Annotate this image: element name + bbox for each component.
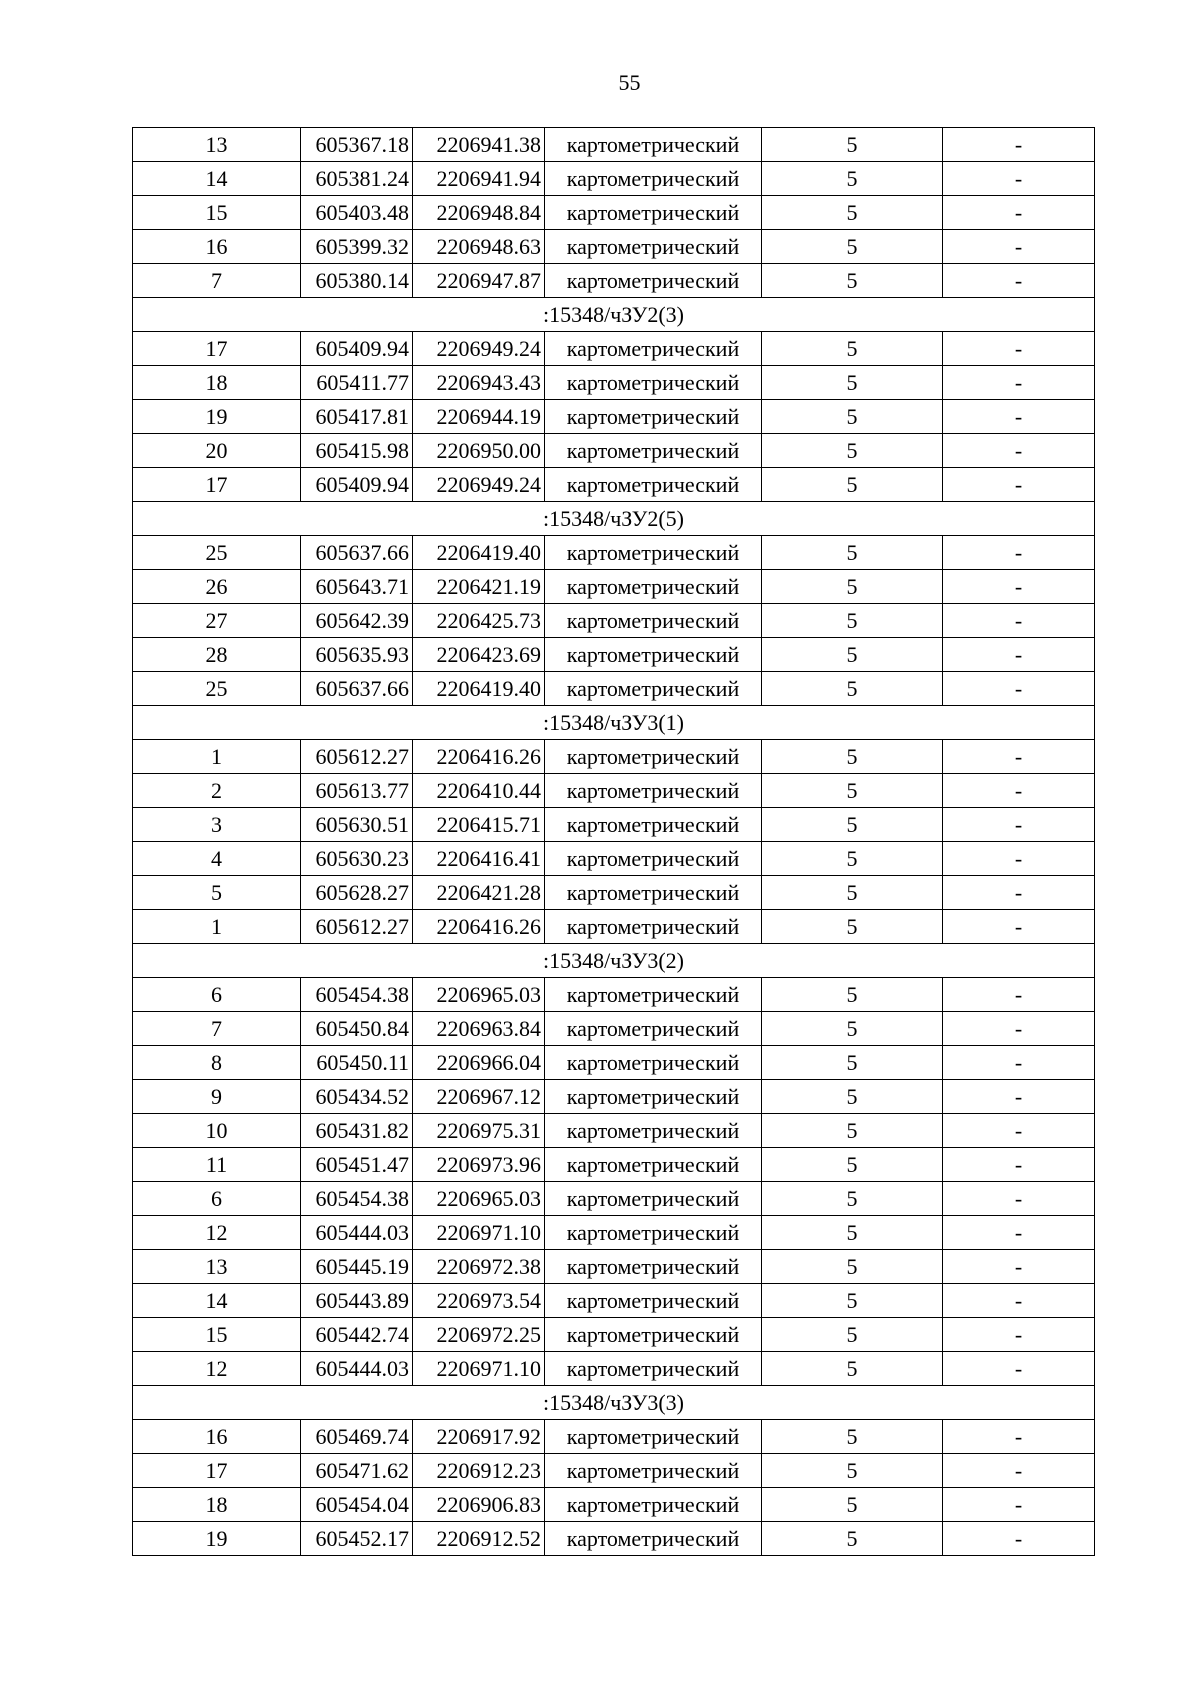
method-cell: картометрический <box>545 1488 762 1522</box>
note-cell: - <box>943 332 1095 366</box>
accuracy-cell: 5 <box>762 128 943 162</box>
note-cell: - <box>943 910 1095 944</box>
point-number-cell: 10 <box>133 1114 301 1148</box>
accuracy-cell: 5 <box>762 1522 943 1556</box>
accuracy-cell: 5 <box>762 1182 943 1216</box>
point-number-cell: 7 <box>133 264 301 298</box>
table-row <box>133 1182 1095 1216</box>
point-number-cell: 26 <box>133 570 301 604</box>
accuracy-cell: 5 <box>762 264 943 298</box>
method-cell: картометрический <box>545 774 762 808</box>
note-cell: - <box>943 774 1095 808</box>
x-coordinate-cell: 605612.27 <box>301 910 413 944</box>
y-coordinate-cell: 2206415.71 <box>413 808 545 842</box>
accuracy-cell: 5 <box>762 1454 943 1488</box>
section-title: :15348/чЗУ2(5) <box>133 502 1095 536</box>
table-row <box>133 842 1095 876</box>
y-coordinate-cell: 2206973.54 <box>413 1284 545 1318</box>
x-coordinate-cell: 605409.94 <box>301 468 413 502</box>
x-coordinate-cell: 605637.66 <box>301 536 413 570</box>
point-number-cell: 4 <box>133 842 301 876</box>
y-coordinate-cell: 2206944.19 <box>413 400 545 434</box>
accuracy-cell: 5 <box>762 434 943 468</box>
y-coordinate-cell: 2206410.44 <box>413 774 545 808</box>
note-cell: - <box>943 1080 1095 1114</box>
table-row <box>133 1080 1095 1114</box>
table-row <box>133 910 1095 944</box>
x-coordinate-cell: 605417.81 <box>301 400 413 434</box>
accuracy-cell: 5 <box>762 978 943 1012</box>
method-cell: картометрический <box>545 468 762 502</box>
y-coordinate-cell: 2206971.10 <box>413 1352 545 1386</box>
point-number-cell: 3 <box>133 808 301 842</box>
table-row <box>133 570 1095 604</box>
x-coordinate-cell: 605367.18 <box>301 128 413 162</box>
accuracy-cell: 5 <box>762 1012 943 1046</box>
note-cell: - <box>943 162 1095 196</box>
note-cell: - <box>943 468 1095 502</box>
accuracy-cell: 5 <box>762 1216 943 1250</box>
table-row <box>133 1284 1095 1318</box>
point-number-cell: 28 <box>133 638 301 672</box>
table-row <box>133 808 1095 842</box>
accuracy-cell: 5 <box>762 1080 943 1114</box>
x-coordinate-cell: 605381.24 <box>301 162 413 196</box>
point-number-cell: 17 <box>133 468 301 502</box>
method-cell: картометрический <box>545 876 762 910</box>
method-cell: картометрический <box>545 1454 762 1488</box>
method-cell: картометрический <box>545 604 762 638</box>
y-coordinate-cell: 2206416.26 <box>413 910 545 944</box>
y-coordinate-cell: 2206973.96 <box>413 1148 545 1182</box>
x-coordinate-cell: 605454.38 <box>301 1182 413 1216</box>
table-row <box>133 196 1095 230</box>
point-number-cell: 18 <box>133 1488 301 1522</box>
note-cell: - <box>943 1454 1095 1488</box>
y-coordinate-cell: 2206948.84 <box>413 196 545 230</box>
point-number-cell: 11 <box>133 1148 301 1182</box>
method-cell: картометрический <box>545 1080 762 1114</box>
accuracy-cell: 5 <box>762 604 943 638</box>
point-number-cell: 15 <box>133 196 301 230</box>
table-row <box>133 1250 1095 1284</box>
accuracy-cell: 5 <box>762 230 943 264</box>
y-coordinate-cell: 2206965.03 <box>413 1182 545 1216</box>
table-row <box>133 1216 1095 1250</box>
accuracy-cell: 5 <box>762 400 943 434</box>
y-coordinate-cell: 2206419.40 <box>413 536 545 570</box>
table-row <box>133 1046 1095 1080</box>
x-coordinate-cell: 605409.94 <box>301 332 413 366</box>
accuracy-cell: 5 <box>762 366 943 400</box>
table-row <box>133 1352 1095 1386</box>
section-header-row <box>133 502 1095 536</box>
y-coordinate-cell: 2206419.40 <box>413 672 545 706</box>
table-row <box>133 366 1095 400</box>
accuracy-cell: 5 <box>762 468 943 502</box>
x-coordinate-cell: 605454.38 <box>301 978 413 1012</box>
table-row <box>133 1012 1095 1046</box>
method-cell: картометрический <box>545 536 762 570</box>
section-title: :15348/чЗУ3(2) <box>133 944 1095 978</box>
y-coordinate-cell: 2206425.73 <box>413 604 545 638</box>
point-number-cell: 14 <box>133 1284 301 1318</box>
y-coordinate-cell: 2206948.63 <box>413 230 545 264</box>
point-number-cell: 17 <box>133 332 301 366</box>
method-cell: картометрический <box>545 1148 762 1182</box>
accuracy-cell: 5 <box>762 1488 943 1522</box>
note-cell: - <box>943 1216 1095 1250</box>
y-coordinate-cell: 2206912.52 <box>413 1522 545 1556</box>
x-coordinate-cell: 605445.19 <box>301 1250 413 1284</box>
note-cell: - <box>943 740 1095 774</box>
note-cell: - <box>943 230 1095 264</box>
point-number-cell: 9 <box>133 1080 301 1114</box>
note-cell: - <box>943 1420 1095 1454</box>
y-coordinate-cell: 2206917.92 <box>413 1420 545 1454</box>
table-row <box>133 1454 1095 1488</box>
x-coordinate-cell: 605643.71 <box>301 570 413 604</box>
y-coordinate-cell: 2206947.87 <box>413 264 545 298</box>
accuracy-cell: 5 <box>762 1352 943 1386</box>
table-row <box>133 332 1095 366</box>
x-coordinate-cell: 605452.17 <box>301 1522 413 1556</box>
coordinates-table <box>132 127 1095 1556</box>
point-number-cell: 14 <box>133 162 301 196</box>
x-coordinate-cell: 605469.74 <box>301 1420 413 1454</box>
accuracy-cell: 5 <box>762 1420 943 1454</box>
page-number: 55 <box>618 70 641 95</box>
table-row <box>133 1114 1095 1148</box>
x-coordinate-cell: 605628.27 <box>301 876 413 910</box>
method-cell: картометрический <box>545 264 762 298</box>
point-number-cell: 17 <box>133 1454 301 1488</box>
accuracy-cell: 5 <box>762 536 943 570</box>
note-cell: - <box>943 536 1095 570</box>
point-number-cell: 8 <box>133 1046 301 1080</box>
section-title: :15348/чЗУ3(1) <box>133 706 1095 740</box>
accuracy-cell: 5 <box>762 1284 943 1318</box>
x-coordinate-cell: 605450.11 <box>301 1046 413 1080</box>
table-row <box>133 128 1095 162</box>
note-cell: - <box>943 1250 1095 1284</box>
y-coordinate-cell: 2206416.26 <box>413 740 545 774</box>
point-number-cell: 1 <box>133 910 301 944</box>
y-coordinate-cell: 2206949.24 <box>413 468 545 502</box>
x-coordinate-cell: 605454.04 <box>301 1488 413 1522</box>
point-number-cell: 25 <box>133 672 301 706</box>
method-cell: картометрический <box>545 1420 762 1454</box>
point-number-cell: 27 <box>133 604 301 638</box>
method-cell: картометрический <box>545 1114 762 1148</box>
note-cell: - <box>943 808 1095 842</box>
x-coordinate-cell: 605442.74 <box>301 1318 413 1352</box>
point-number-cell: 5 <box>133 876 301 910</box>
y-coordinate-cell: 2206906.83 <box>413 1488 545 1522</box>
method-cell: картометрический <box>545 128 762 162</box>
method-cell: картометрический <box>545 1250 762 1284</box>
accuracy-cell: 5 <box>762 1318 943 1352</box>
table-row <box>133 876 1095 910</box>
method-cell: картометрический <box>545 808 762 842</box>
accuracy-cell: 5 <box>762 570 943 604</box>
table-row <box>133 1420 1095 1454</box>
note-cell: - <box>943 638 1095 672</box>
y-coordinate-cell: 2206421.28 <box>413 876 545 910</box>
point-number-cell: 15 <box>133 1318 301 1352</box>
y-coordinate-cell: 2206966.04 <box>413 1046 545 1080</box>
x-coordinate-cell: 605444.03 <box>301 1352 413 1386</box>
point-number-cell: 13 <box>133 1250 301 1284</box>
point-number-cell: 16 <box>133 1420 301 1454</box>
x-coordinate-cell: 605471.62 <box>301 1454 413 1488</box>
method-cell: картометрический <box>545 434 762 468</box>
x-coordinate-cell: 605443.89 <box>301 1284 413 1318</box>
method-cell: картометрический <box>545 162 762 196</box>
y-coordinate-cell: 2206972.25 <box>413 1318 545 1352</box>
table-row <box>133 1148 1095 1182</box>
note-cell: - <box>943 264 1095 298</box>
point-number-cell: 19 <box>133 1522 301 1556</box>
method-cell: картометрический <box>545 1284 762 1318</box>
y-coordinate-cell: 2206949.24 <box>413 332 545 366</box>
table-row <box>133 1488 1095 1522</box>
y-coordinate-cell: 2206421.19 <box>413 570 545 604</box>
method-cell: картометрический <box>545 196 762 230</box>
note-cell: - <box>943 1352 1095 1386</box>
point-number-cell: 1 <box>133 740 301 774</box>
note-cell: - <box>943 1114 1095 1148</box>
note-cell: - <box>943 400 1095 434</box>
point-number-cell: 6 <box>133 1182 301 1216</box>
point-number-cell: 20 <box>133 434 301 468</box>
accuracy-cell: 5 <box>762 332 943 366</box>
accuracy-cell: 5 <box>762 1148 943 1182</box>
method-cell: картометрический <box>545 638 762 672</box>
note-cell: - <box>943 434 1095 468</box>
point-number-cell: 25 <box>133 536 301 570</box>
point-number-cell: 6 <box>133 978 301 1012</box>
accuracy-cell: 5 <box>762 1114 943 1148</box>
note-cell: - <box>943 570 1095 604</box>
y-coordinate-cell: 2206943.43 <box>413 366 545 400</box>
y-coordinate-cell: 2206941.38 <box>413 128 545 162</box>
method-cell: картометрический <box>545 672 762 706</box>
note-cell: - <box>943 128 1095 162</box>
table-row <box>133 978 1095 1012</box>
accuracy-cell: 5 <box>762 162 943 196</box>
y-coordinate-cell: 2206423.69 <box>413 638 545 672</box>
accuracy-cell: 5 <box>762 1046 943 1080</box>
method-cell: картометрический <box>545 1012 762 1046</box>
x-coordinate-cell: 605434.52 <box>301 1080 413 1114</box>
y-coordinate-cell: 2206971.10 <box>413 1216 545 1250</box>
note-cell: - <box>943 366 1095 400</box>
x-coordinate-cell: 605444.03 <box>301 1216 413 1250</box>
y-coordinate-cell: 2206416.41 <box>413 842 545 876</box>
x-coordinate-cell: 605403.48 <box>301 196 413 230</box>
y-coordinate-cell: 2206972.38 <box>413 1250 545 1284</box>
method-cell: картометрический <box>545 570 762 604</box>
y-coordinate-cell: 2206975.31 <box>413 1114 545 1148</box>
method-cell: картометрический <box>545 366 762 400</box>
x-coordinate-cell: 605635.93 <box>301 638 413 672</box>
point-number-cell: 7 <box>133 1012 301 1046</box>
accuracy-cell: 5 <box>762 774 943 808</box>
note-cell: - <box>943 1148 1095 1182</box>
note-cell: - <box>943 1522 1095 1556</box>
note-cell: - <box>943 1012 1095 1046</box>
point-number-cell: 2 <box>133 774 301 808</box>
method-cell: картометрический <box>545 1046 762 1080</box>
accuracy-cell: 5 <box>762 740 943 774</box>
point-number-cell: 12 <box>133 1216 301 1250</box>
accuracy-cell: 5 <box>762 808 943 842</box>
note-cell: - <box>943 1488 1095 1522</box>
method-cell: картометрический <box>545 1182 762 1216</box>
table-row <box>133 672 1095 706</box>
x-coordinate-cell: 605630.23 <box>301 842 413 876</box>
point-number-cell: 12 <box>133 1352 301 1386</box>
x-coordinate-cell: 605613.77 <box>301 774 413 808</box>
note-cell: - <box>943 978 1095 1012</box>
y-coordinate-cell: 2206963.84 <box>413 1012 545 1046</box>
point-number-cell: 18 <box>133 366 301 400</box>
accuracy-cell: 5 <box>762 876 943 910</box>
point-number-cell: 16 <box>133 230 301 264</box>
note-cell: - <box>943 876 1095 910</box>
x-coordinate-cell: 605450.84 <box>301 1012 413 1046</box>
y-coordinate-cell: 2206965.03 <box>413 978 545 1012</box>
y-coordinate-cell: 2206912.23 <box>413 1454 545 1488</box>
y-coordinate-cell: 2206950.00 <box>413 434 545 468</box>
x-coordinate-cell: 605451.47 <box>301 1148 413 1182</box>
section-header-row <box>133 706 1095 740</box>
point-number-cell: 13 <box>133 128 301 162</box>
section-title: :15348/чЗУ3(3) <box>133 1386 1095 1420</box>
note-cell: - <box>943 1318 1095 1352</box>
method-cell: картометрический <box>545 910 762 944</box>
table-row <box>133 604 1095 638</box>
y-coordinate-cell: 2206967.12 <box>413 1080 545 1114</box>
x-coordinate-cell: 605411.77 <box>301 366 413 400</box>
x-coordinate-cell: 605642.39 <box>301 604 413 638</box>
table-row <box>133 638 1095 672</box>
note-cell: - <box>943 1182 1095 1216</box>
accuracy-cell: 5 <box>762 1250 943 1284</box>
method-cell: картометрический <box>545 1216 762 1250</box>
table-row <box>133 468 1095 502</box>
section-header-row <box>133 298 1095 332</box>
section-header-row <box>133 944 1095 978</box>
table-row <box>133 740 1095 774</box>
accuracy-cell: 5 <box>762 672 943 706</box>
x-coordinate-cell: 605399.32 <box>301 230 413 264</box>
accuracy-cell: 5 <box>762 196 943 230</box>
note-cell: - <box>943 842 1095 876</box>
table-row <box>133 1318 1095 1352</box>
table-row <box>133 774 1095 808</box>
table-row <box>133 264 1095 298</box>
accuracy-cell: 5 <box>762 638 943 672</box>
x-coordinate-cell: 605612.27 <box>301 740 413 774</box>
note-cell: - <box>943 672 1095 706</box>
method-cell: картометрический <box>545 978 762 1012</box>
x-coordinate-cell: 605415.98 <box>301 434 413 468</box>
table-row <box>133 536 1095 570</box>
x-coordinate-cell: 605380.14 <box>301 264 413 298</box>
x-coordinate-cell: 605431.82 <box>301 1114 413 1148</box>
note-cell: - <box>943 604 1095 638</box>
point-number-cell: 19 <box>133 400 301 434</box>
section-header-row <box>133 1386 1095 1420</box>
method-cell: картометрический <box>545 1352 762 1386</box>
note-cell: - <box>943 196 1095 230</box>
method-cell: картометрический <box>545 1318 762 1352</box>
method-cell: картометрический <box>545 400 762 434</box>
note-cell: - <box>943 1284 1095 1318</box>
table-row <box>133 400 1095 434</box>
table-row <box>133 230 1095 264</box>
accuracy-cell: 5 <box>762 910 943 944</box>
section-title: :15348/чЗУ2(3) <box>133 298 1095 332</box>
x-coordinate-cell: 605630.51 <box>301 808 413 842</box>
method-cell: картометрический <box>545 230 762 264</box>
method-cell: картометрический <box>545 740 762 774</box>
method-cell: картометрический <box>545 332 762 366</box>
note-cell: - <box>943 1046 1095 1080</box>
y-coordinate-cell: 2206941.94 <box>413 162 545 196</box>
table-row <box>133 434 1095 468</box>
accuracy-cell: 5 <box>762 842 943 876</box>
table-row <box>133 162 1095 196</box>
method-cell: картометрический <box>545 1522 762 1556</box>
table-row <box>133 1522 1095 1556</box>
method-cell: картометрический <box>545 842 762 876</box>
x-coordinate-cell: 605637.66 <box>301 672 413 706</box>
